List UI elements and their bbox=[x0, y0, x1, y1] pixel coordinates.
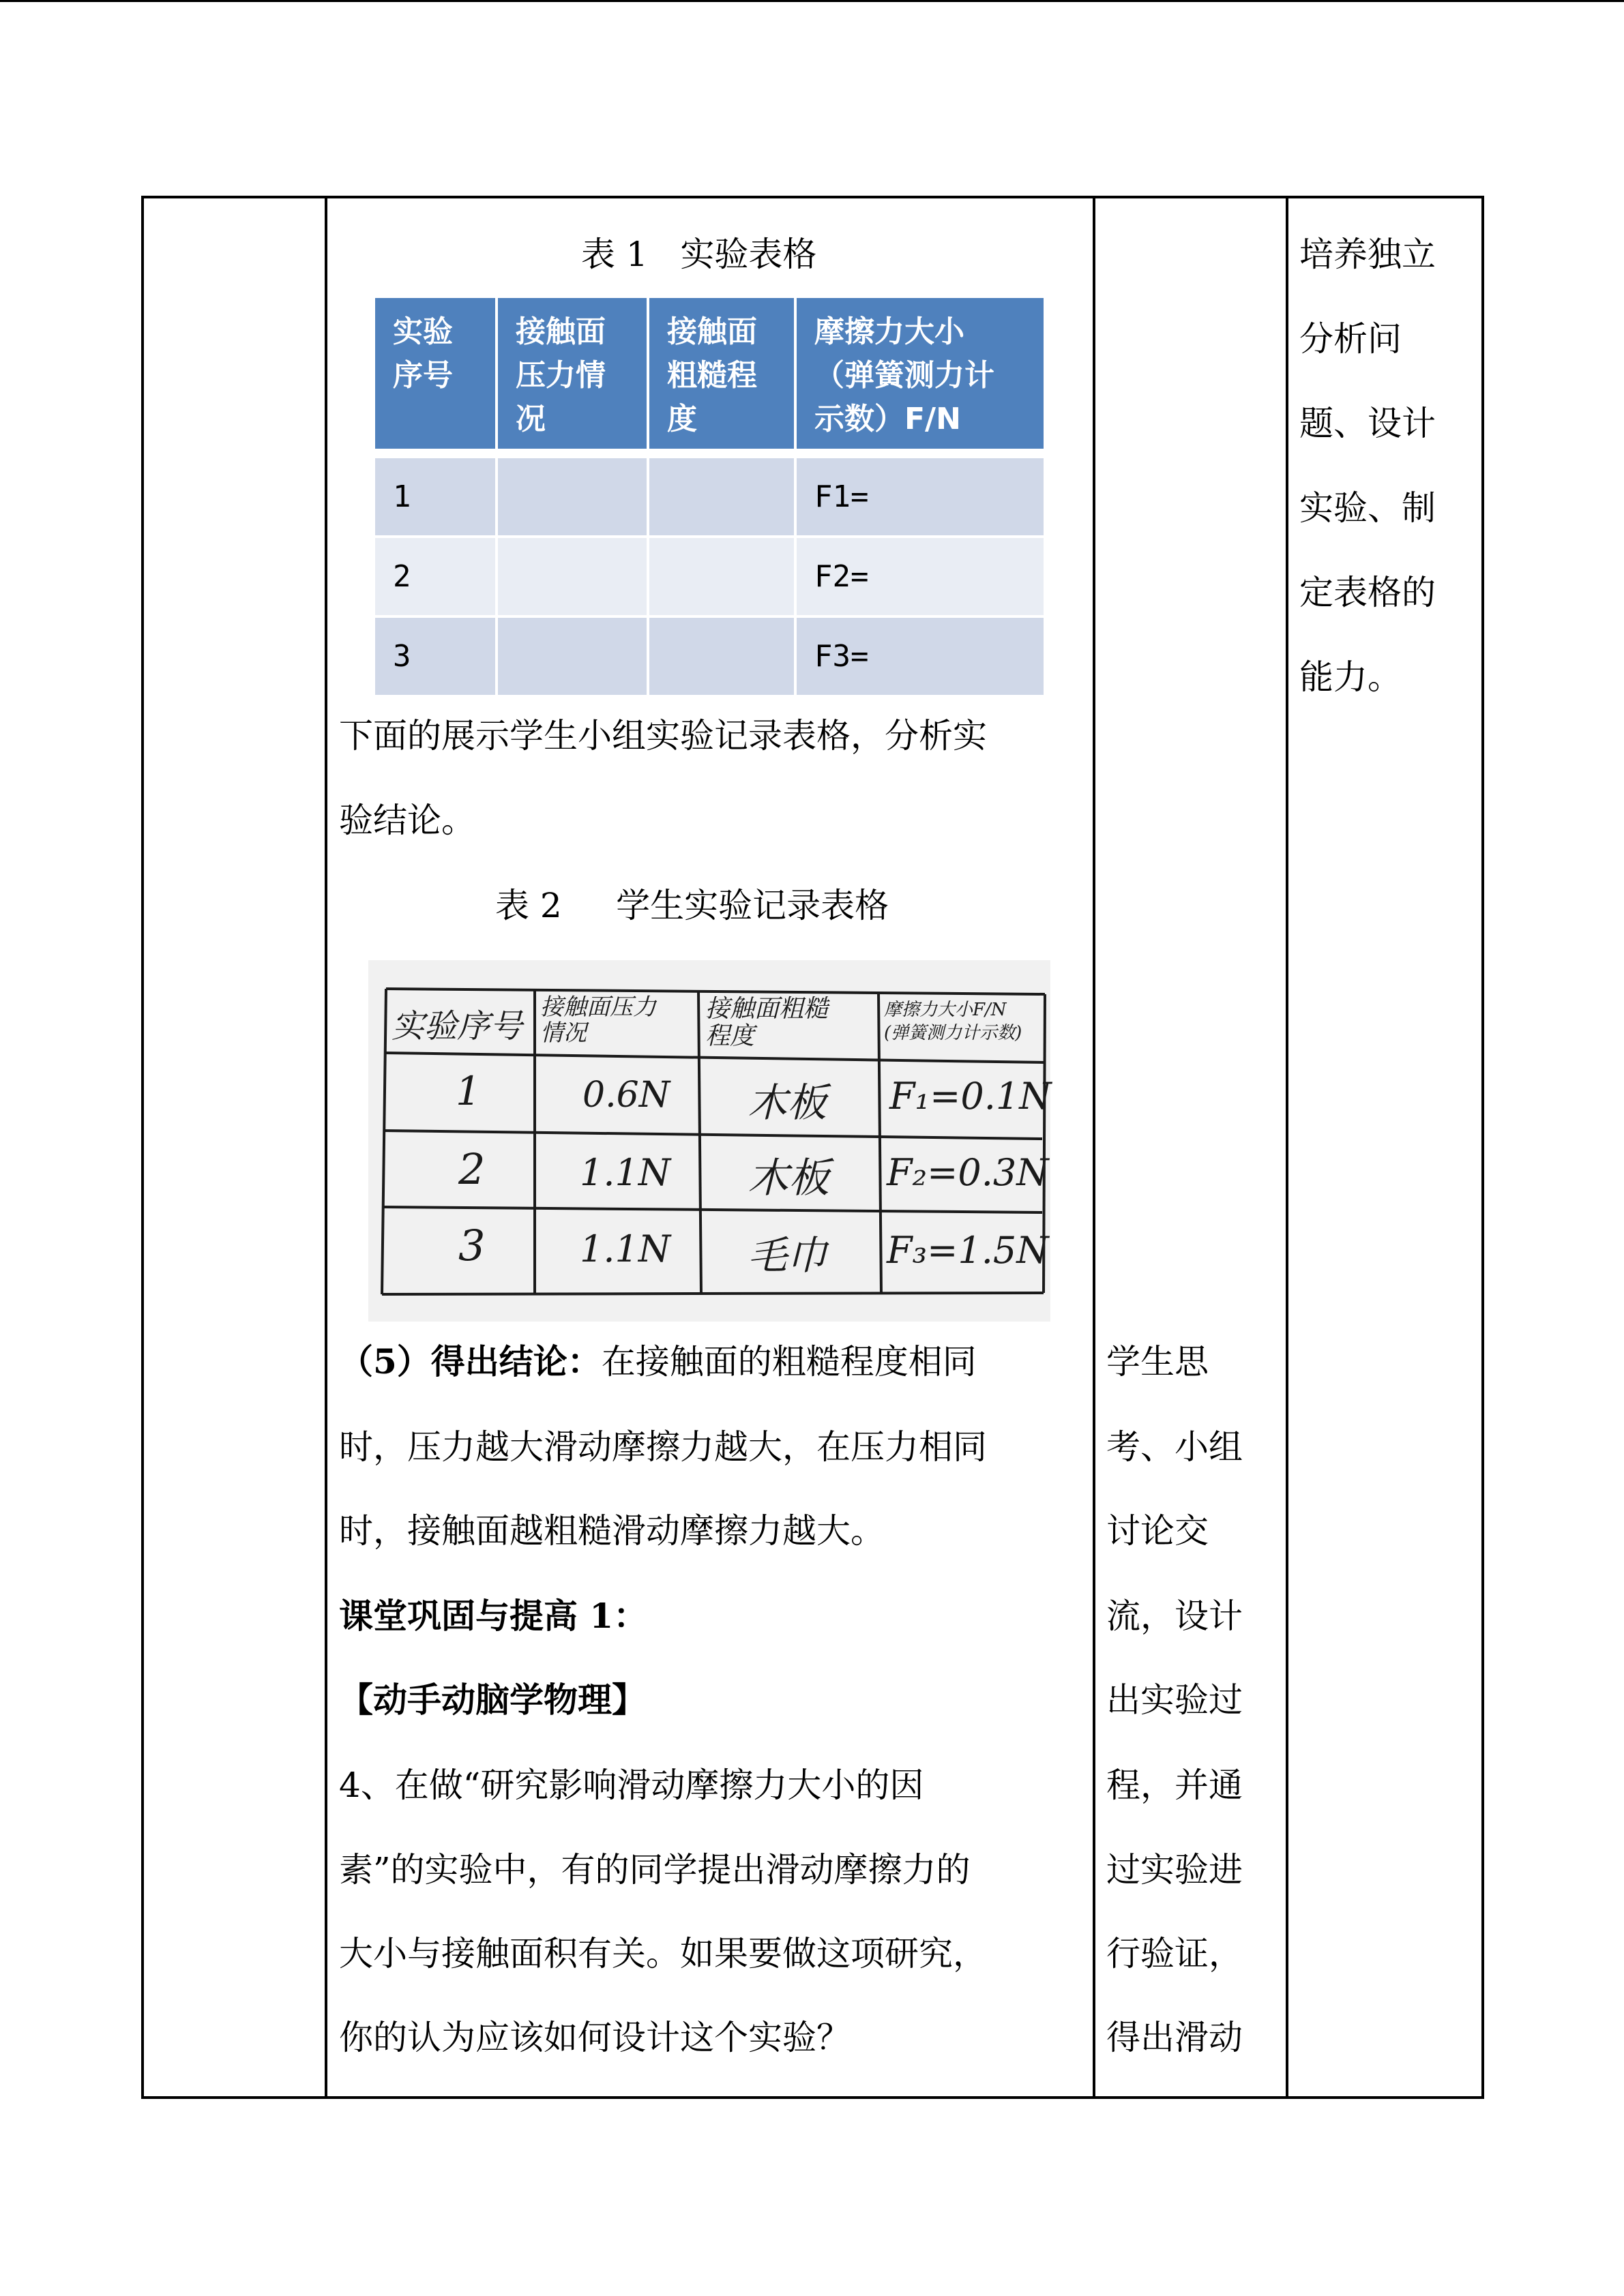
intro-line-2: 验结论。 bbox=[339, 801, 475, 840]
cell-roughness bbox=[649, 538, 797, 618]
header-pressure: 接触面 压力情 况 bbox=[498, 298, 649, 451]
table-row bbox=[375, 618, 1044, 698]
hw-row3-trial: 3 bbox=[458, 1221, 486, 1270]
student-activity-line-6: 程，并通 bbox=[1106, 1765, 1243, 1805]
hw-row1-trial: 1 bbox=[456, 1068, 481, 1114]
outer-table-top-border bbox=[141, 196, 1484, 198]
table-row bbox=[375, 458, 1044, 538]
question-line-4: 你的认为应该如何设计这个实验？ bbox=[339, 2018, 851, 2057]
outer-table-col-line-3 bbox=[1093, 196, 1095, 2099]
question-line-1: 4、在做“研究影响滑动摩擦力大小的因 bbox=[339, 1765, 924, 1805]
hw-row2-pressure: 1.1N bbox=[580, 1151, 671, 1194]
header-trial-number: 实验 序号 bbox=[375, 298, 498, 451]
hw-row3-pressure: 1.1N bbox=[580, 1227, 671, 1270]
intro-line-1: 下面的展示学生小组实验记录表格，分析实 bbox=[339, 716, 987, 756]
question-line-2: 素”的实验中，有的同学提出滑动摩擦力的 bbox=[339, 1850, 971, 1890]
table2-caption: 表 2 学生实验记录表格 bbox=[495, 886, 889, 925]
outer-table-col-line-5 bbox=[1481, 196, 1484, 2099]
cell-force: F2= bbox=[797, 538, 1044, 618]
hw-row1-pressure: 0.6N bbox=[582, 1075, 670, 1116]
outer-table-col-line-1 bbox=[141, 196, 144, 2099]
header-roughness: 接触面 粗糙程 度 bbox=[649, 298, 797, 451]
hw-row3-force: F₃=1.5N bbox=[887, 1229, 1049, 1272]
section-heading: 【动手动脑学物理】 bbox=[339, 1680, 646, 1720]
cell-force: F1= bbox=[797, 458, 1044, 538]
cell-trial: 3 bbox=[375, 618, 498, 698]
question-line-3: 大小与接触面积有关。如果要做这项研究， bbox=[339, 1934, 987, 1973]
experiment-table bbox=[375, 298, 1044, 698]
outer-table-col-line-4 bbox=[1286, 196, 1288, 2099]
cell-roughness bbox=[649, 618, 797, 698]
design-intent-line-5: 定表格的 bbox=[1299, 573, 1436, 612]
cell-force: F3= bbox=[797, 618, 1044, 698]
conclusion-line-1 bbox=[339, 1341, 977, 1382]
student-activity-line-9: 得出滑动 bbox=[1106, 2018, 1243, 2057]
outer-table-bottom-border bbox=[141, 2096, 1484, 2099]
hw-header-force: 摩擦力大小F/N (弹簧测力计示数) bbox=[884, 1000, 1022, 1043]
table-row bbox=[375, 538, 1044, 618]
design-intent-line-2: 分析问 bbox=[1299, 319, 1402, 359]
conclusion-label: （5）得出结论： bbox=[339, 1341, 602, 1382]
student-activity-line-1: 学生思 bbox=[1106, 1342, 1209, 1382]
design-intent-line-1: 培养独立 bbox=[1299, 235, 1436, 274]
hw-row3-roughness: 毛巾 bbox=[748, 1232, 827, 1279]
hw-row2-force: F₂=0.3N bbox=[887, 1151, 1049, 1194]
student-activity-line-2: 考、小组 bbox=[1106, 1427, 1243, 1467]
hw-row1-roughness: 木板 bbox=[748, 1079, 827, 1126]
cell-trial: 2 bbox=[375, 538, 498, 618]
design-intent-line-6: 能力。 bbox=[1299, 657, 1402, 697]
design-intent-line-4: 实验、制 bbox=[1299, 488, 1436, 528]
conclusion-line-3: 时，接触面越粗糙滑动摩擦力越大。 bbox=[339, 1511, 885, 1551]
hw-header-trial: 实验序号 bbox=[392, 1007, 523, 1045]
conclusion-line-2: 时，压力越大滑动摩擦力越大，在压力相同 bbox=[339, 1427, 987, 1467]
hw-header-roughness: 接触面粗糙 程度 bbox=[705, 995, 829, 1050]
hw-header-pressure: 接触面压力 情况 bbox=[540, 994, 656, 1047]
outer-table-col-line-2 bbox=[325, 196, 327, 2099]
student-record-photo bbox=[368, 960, 1050, 1322]
student-activity-line-5: 出实验过 bbox=[1106, 1680, 1243, 1720]
table1-caption: 表 1 实验表格 bbox=[581, 235, 817, 274]
design-intent-line-3: 题、设计 bbox=[1299, 404, 1436, 443]
student-activity-line-3: 讨论交 bbox=[1106, 1511, 1209, 1551]
hw-row2-roughness: 木板 bbox=[748, 1154, 829, 1202]
hw-row2-trial: 2 bbox=[458, 1144, 486, 1194]
consolidation-heading: 课堂巩固与提高 1： bbox=[339, 1596, 648, 1636]
hw-row1-force: F₁=0.1N bbox=[889, 1075, 1052, 1118]
student-activity-line-8: 行验证， bbox=[1106, 1934, 1243, 1973]
cell-trial: 1 bbox=[375, 458, 498, 538]
cell-pressure bbox=[498, 538, 649, 618]
page-top-border bbox=[0, 0, 1624, 2]
cell-roughness bbox=[649, 458, 797, 538]
student-activity-line-7: 过实验进 bbox=[1106, 1850, 1243, 1890]
cell-pressure bbox=[498, 618, 649, 698]
header-friction-force: 摩擦力大小 （弹簧测力计 示数）F/N bbox=[797, 298, 1044, 451]
student-activity-line-4: 流，设计 bbox=[1106, 1596, 1243, 1636]
cell-pressure bbox=[498, 458, 649, 538]
conclusion-text-1: 在接触面的粗糙程度相同 bbox=[601, 1342, 977, 1382]
experiment-table-header-row bbox=[375, 298, 1044, 451]
